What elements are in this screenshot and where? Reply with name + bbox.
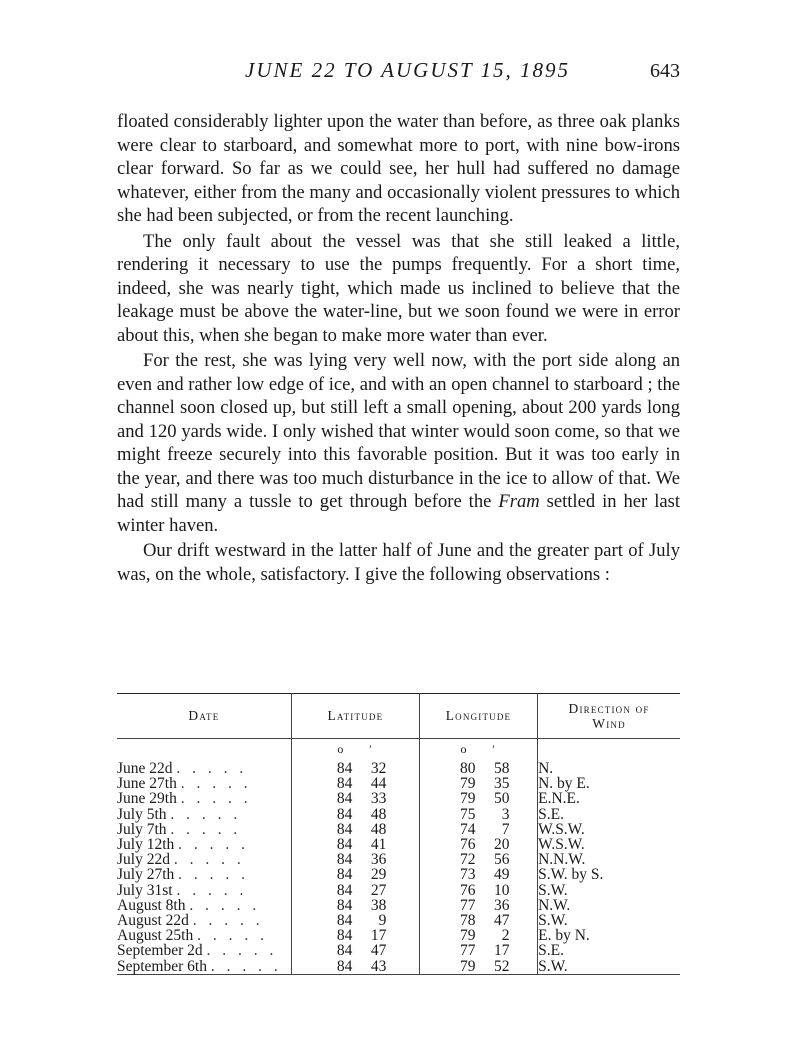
lat-minutes: 33 [370, 790, 387, 808]
lon-degrees: 79 [460, 790, 476, 808]
cell-wind: W.S.W. [538, 820, 585, 838]
cell-latitude [291, 761, 419, 776]
lat-minutes: 41 [370, 836, 387, 854]
table-row [117, 822, 680, 837]
leader-dots: . . . . . [180, 790, 252, 808]
paragraph: floated considerably lighter upon the water than before, as three oak planks were clear to starboard, and somewhat more to port, with nine bow-irons clear forward. So far as we could see, her hull had suffered no damage whatever, either from the many and occasionally violent pressures to which she had been subjected, or from the recent launching. [117, 111, 680, 226]
lon-minutes: 17 [494, 942, 510, 960]
cell-longitude [419, 807, 537, 822]
lon-minutes: 7 [501, 820, 510, 838]
lon-degrees: 79 [460, 957, 476, 975]
minute-symbol: ′ [369, 742, 372, 757]
cell-wind: S.W. [538, 881, 568, 899]
cell-wind: S.E. [538, 805, 564, 823]
lon-degrees: 74 [460, 820, 476, 838]
cell-wind: S.W. by S. [538, 866, 604, 884]
lon-degrees: 72 [460, 851, 476, 869]
paragraph [117, 349, 680, 537]
lon-minutes: 56 [494, 851, 510, 869]
cell-date [117, 761, 291, 776]
cell-latitude [291, 822, 419, 837]
cell-latitude [291, 807, 419, 822]
header-wind [538, 694, 680, 739]
cell-latitude [291, 913, 419, 928]
lat-minutes: 27 [370, 881, 387, 899]
cell-date [117, 883, 291, 898]
leader-dots: . . . . . [210, 957, 282, 975]
lon-degrees: 76 [460, 836, 476, 854]
cell-longitude [419, 761, 537, 776]
leader-dots: . . . . . [170, 820, 242, 838]
lon-minutes: 3 [501, 805, 510, 823]
minute-symbol: ′ [492, 742, 495, 757]
latitude-units [291, 739, 419, 762]
lon-degrees: 80 [460, 760, 476, 777]
lat-minutes: 29 [370, 866, 387, 884]
cell-longitude [419, 776, 537, 791]
table-row [117, 867, 680, 882]
date-text: July 22d [117, 851, 170, 869]
longitude-units [419, 739, 537, 762]
cell-latitude [291, 791, 419, 806]
lon-degrees: 77 [460, 896, 476, 914]
lon-minutes: 50 [494, 790, 510, 808]
lon-degrees: 79 [460, 927, 476, 945]
page-number: 643 [650, 60, 680, 82]
date-text: August 8th [117, 896, 186, 914]
table-row [117, 883, 680, 898]
leader-dots: . . . . . [173, 851, 245, 869]
lon-degrees: 76 [460, 881, 476, 899]
leader-dots: . . . . . [176, 881, 248, 899]
leader-dots: . . . . . [178, 836, 250, 854]
lat-degrees: 84 [336, 866, 353, 884]
table-row [117, 776, 680, 791]
table-header-row [117, 694, 680, 739]
leader-dots: . . . . . [176, 760, 248, 777]
cell-date [117, 822, 291, 837]
paragraph: The only fault about the vessel was that she still leaked a little, rendering it necessary to use the pumps frequently. For a short time, indeed, she was nearly tight, which made us inclined to believe that the leakage must be above the water-line, but we soon found we were in error about this, when she began to make more water than ever. [117, 230, 680, 346]
lon-minutes: 2 [501, 927, 510, 945]
leader-dots: . . . . . [170, 805, 242, 823]
lat-minutes: 17 [370, 927, 387, 945]
lat-minutes: 48 [370, 820, 387, 838]
cell-wind: N. by E. [538, 775, 590, 793]
lon-degrees: 77 [460, 942, 476, 960]
table-row [117, 761, 680, 776]
lat-minutes: 48 [370, 805, 387, 823]
date-text: July 7th [117, 820, 167, 838]
cell-longitude [419, 837, 537, 852]
cell-longitude [419, 959, 537, 975]
lat-degrees: 84 [336, 851, 353, 869]
cell-date [117, 898, 291, 913]
lon-minutes: 58 [494, 760, 510, 777]
lat-minutes: 32 [370, 760, 387, 777]
lon-degrees: 75 [460, 805, 476, 823]
lon-minutes: 49 [494, 866, 510, 884]
degree-symbol: o [337, 742, 344, 757]
cell-latitude [291, 883, 419, 898]
lon-minutes: 35 [494, 775, 510, 793]
header-wind-line1: Direction of [568, 701, 650, 716]
lat-degrees: 84 [336, 957, 353, 975]
paragraph: Our drift westward in the latter half of June and the greater part of July was, on the whole, satisfactory. I give the following observations : [117, 540, 680, 585]
cell-wind: S.W. [538, 912, 568, 930]
lat-degrees: 84 [336, 896, 353, 914]
cell-longitude [419, 852, 537, 867]
lat-degrees: 84 [336, 927, 353, 945]
table-row [117, 898, 680, 913]
leader-dots: . . . . . [189, 896, 261, 914]
cell-wind: S.E. [538, 942, 564, 960]
header-longitude: Longitude [419, 694, 537, 739]
date-text: July 12th [117, 836, 175, 854]
cell-longitude [419, 898, 537, 913]
cell-date [117, 928, 291, 943]
cell-date [117, 913, 291, 928]
cell-date [117, 852, 291, 867]
lat-minutes: 36 [370, 851, 387, 869]
lat-degrees: 84 [336, 790, 353, 808]
date-text: July 27th [117, 866, 175, 884]
cell-date [117, 791, 291, 806]
lat-degrees: 84 [336, 820, 353, 838]
running-title: JUNE 22 TO AUGUST 15, 1895 [245, 58, 571, 82]
observations-table-wrap [117, 693, 680, 975]
cell-wind: E. by N. [538, 927, 590, 945]
lat-minutes: 44 [370, 775, 387, 793]
date-text: September 6th [117, 957, 207, 975]
table-row [117, 959, 680, 975]
lat-degrees: 84 [336, 760, 353, 777]
paragraph-tail: settled in her last winter haven. [117, 491, 681, 536]
header-wind-line2: Wind [592, 716, 626, 731]
lon-degrees: 78 [460, 912, 476, 930]
cell-latitude [291, 852, 419, 867]
lon-degrees: 73 [460, 866, 476, 884]
cell-latitude [291, 959, 419, 975]
cell-wind: W.S.W. [538, 836, 585, 854]
leader-dots: . . . . . [192, 912, 264, 930]
lat-minutes: 38 [370, 896, 387, 914]
leader-dots: . . . . . [206, 942, 278, 960]
date-text: July 31st [117, 881, 173, 899]
lat-degrees: 84 [336, 775, 353, 793]
table-row [117, 913, 680, 928]
cell-longitude [419, 791, 537, 806]
cell-latitude [291, 898, 419, 913]
cell-latitude [291, 867, 419, 882]
header-latitude: Latitude [291, 694, 419, 739]
lat-minutes: 47 [370, 942, 387, 960]
cell-longitude [419, 928, 537, 943]
lat-degrees: 84 [336, 805, 353, 823]
cell-longitude [419, 913, 537, 928]
cell-wind: N.N.W. [538, 851, 586, 869]
cell-wind: S.W. [538, 959, 680, 975]
units-row [117, 739, 680, 762]
date-text: August 22d [117, 912, 189, 930]
lon-minutes: 36 [494, 896, 510, 914]
date-text: July 5th [117, 805, 167, 823]
cell-longitude [419, 822, 537, 837]
lon-degrees: 79 [460, 775, 476, 793]
cell-date [117, 943, 291, 958]
lat-degrees: 84 [336, 912, 353, 930]
paragraph-text: For the rest, she was lying very well now, with the port side along an even and rather low edge of ice, and with an open channel to starboard ; the channel soon closed up, but still left a small opening, about 200 yards long and 120 yards wide. I only wished that winter would soon come, so that we might freeze securely into this favorable position. But it was too early in the year, and there was too much disturbance in the ice to allow of that. We had still many a tussle to get through before the [117, 350, 680, 512]
lat-degrees: 84 [336, 881, 353, 899]
cell-date [117, 837, 291, 852]
lat-degrees: 84 [336, 942, 353, 960]
cell-latitude [291, 928, 419, 943]
table-row [117, 943, 680, 958]
date-text: September 2d [117, 942, 203, 960]
cell-date [117, 867, 291, 882]
table-row [117, 837, 680, 852]
header-date: Date [117, 694, 291, 739]
lon-minutes: 52 [494, 957, 510, 975]
date-text: June 22d [117, 760, 173, 777]
cell-longitude [419, 883, 537, 898]
cell-longitude [419, 867, 537, 882]
lon-minutes: 10 [494, 881, 510, 899]
cell-latitude [291, 776, 419, 791]
cell-latitude [291, 837, 419, 852]
ship-name: Fram [498, 491, 540, 512]
observations-table [117, 693, 680, 975]
leader-dots: . . . . . [178, 866, 250, 884]
cell-wind: E.N.E. [538, 790, 580, 808]
leader-dots: . . . . . [197, 927, 268, 945]
cell-date [117, 776, 291, 791]
date-text: June 29th [117, 790, 177, 808]
lon-minutes: 20 [494, 836, 510, 854]
cell-date [117, 807, 291, 822]
cell-longitude [419, 943, 537, 958]
date-text: August 25th [117, 927, 194, 945]
cell-wind: N. [538, 760, 554, 777]
lat-minutes: 9 [378, 912, 387, 930]
table-row [117, 852, 680, 867]
degree-symbol: o [460, 742, 467, 757]
page-header [117, 58, 680, 88]
lon-minutes: 47 [494, 912, 510, 930]
date-text: June 27th [117, 775, 177, 793]
table-row [117, 928, 680, 943]
table-row [117, 807, 680, 822]
lat-minutes: 43 [370, 957, 387, 975]
cell-wind: N.W. [538, 896, 571, 914]
body-text [117, 110, 680, 586]
cell-latitude [291, 943, 419, 958]
table-row [117, 791, 680, 806]
lat-degrees: 84 [336, 836, 353, 854]
leader-dots: . . . . . [180, 775, 252, 793]
cell-date [117, 959, 291, 975]
